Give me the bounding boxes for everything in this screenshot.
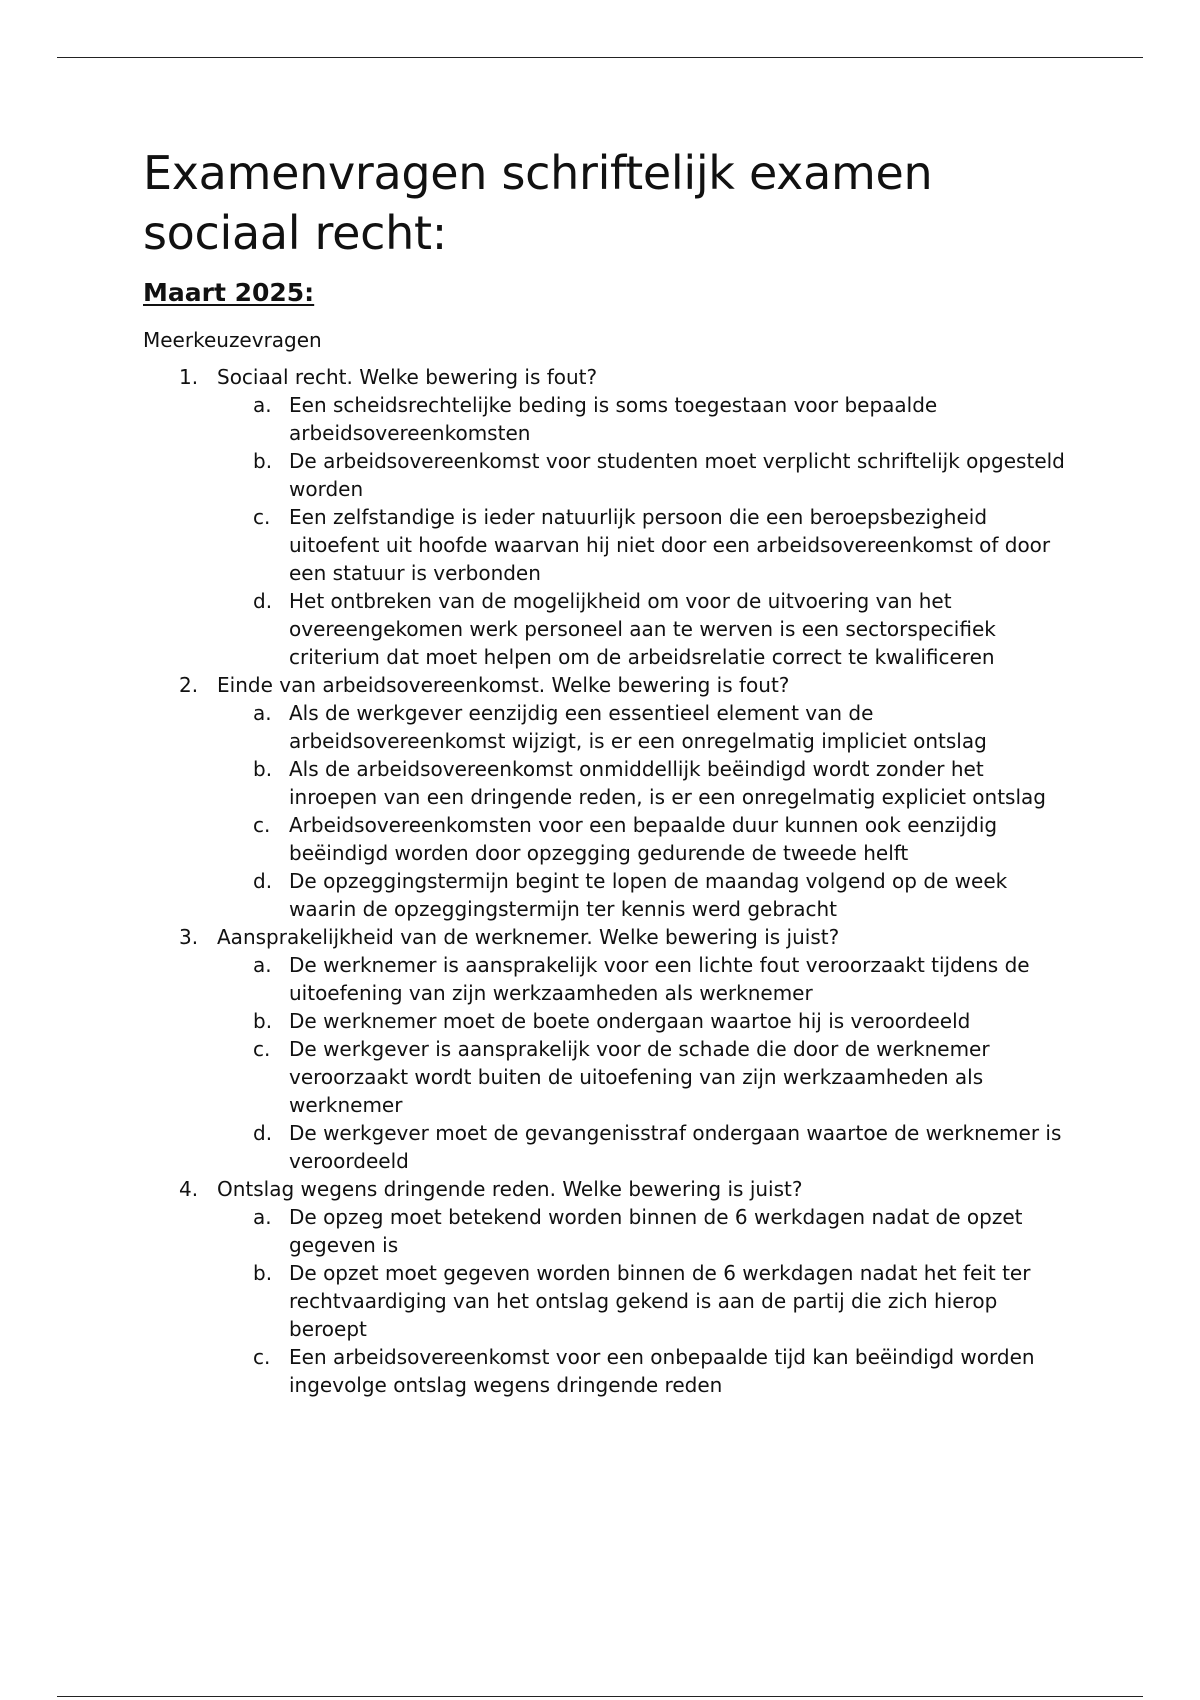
option-item — [217, 755, 1073, 811]
option-letter: b. — [253, 1009, 273, 1033]
option-text: Arbeidsovereenkomsten voor een bepaalde duur kunnen ook eenzijdig beëindigd worden door opzegging gedurende de tweede helft — [289, 813, 998, 865]
page-content — [143, 143, 1073, 1399]
option-letter: d. — [253, 589, 273, 613]
option-text: Als de arbeidsovereenkomst onmiddellijk beëindigd wordt zonder het inroepen van een dringende reden, is er een onregelmatig expliciet ontslag — [289, 757, 1046, 809]
option-item — [217, 447, 1073, 503]
option-list — [217, 1203, 1073, 1399]
option-text: Als de werkgever eenzijdig een essentieel element van de arbeidsovereenkomst wijzigt, is er een onregelmatig impliciet ontslag — [289, 701, 987, 753]
option-item — [217, 1259, 1073, 1343]
option-letter: b. — [253, 1261, 273, 1285]
question-number: 3. — [179, 925, 199, 949]
option-item — [217, 1203, 1073, 1259]
option-text: De werkgever moet de gevangenisstraf ondergaan waartoe de werknemer is veroordeeld — [289, 1121, 1062, 1173]
option-letter: d. — [253, 869, 273, 893]
option-letter: d. — [253, 1121, 273, 1145]
option-item — [217, 699, 1073, 755]
option-list — [217, 391, 1073, 671]
question-text: Sociaal recht. Welke bewering is fout? — [217, 365, 598, 389]
option-item — [217, 1035, 1073, 1119]
page-title-line2: sociaal recht: — [143, 206, 447, 260]
option-text: De opzet moet gegeven worden binnen de 6 werkdagen nadat het feit ter rechtvaardiging van het ontslag gekend is aan de partij die zich hierop beroept — [289, 1261, 1031, 1341]
option-text: Het ontbreken van de mogelijkheid om voor de uitvoering van het overeengekomen werk personeel aan te werven is een sectorspecifiek criterium dat moet helpen om de arbeidsrelatie correct te kwalificeren — [289, 589, 996, 669]
option-text: Een zelfstandige is ieder natuurlijk persoon die een beroepsbezigheid uitoefent uit hoofde waarvan hij niet door een arbeidsovereenkomst of door een statuur is verbonden — [289, 505, 1051, 585]
option-letter: c. — [253, 1345, 271, 1369]
question-item — [143, 671, 1073, 923]
page-title-line1: Examenvragen schriftelijk examen — [143, 146, 933, 200]
option-letter: c. — [253, 813, 271, 837]
option-letter: b. — [253, 449, 273, 473]
question-number: 1. — [179, 365, 199, 389]
option-text: De opzeggingstermijn begint te lopen de maandag volgend op de week waarin de opzeggingstermijn ter kennis werd gebracht — [289, 869, 1008, 921]
option-list — [217, 699, 1073, 923]
option-letter: b. — [253, 757, 273, 781]
page-bottom-rule — [57, 1696, 1143, 1697]
section-heading: Maart 2025: — [143, 278, 315, 307]
question-number: 2. — [179, 673, 199, 697]
option-text: De werknemer moet de boete ondergaan waartoe hij is veroordeeld — [289, 1009, 971, 1033]
option-item — [217, 503, 1073, 587]
question-number: 4. — [179, 1177, 199, 1201]
option-text: Een arbeidsovereenkomst voor een onbepaalde tijd kan beëindigd worden ingevolge ontslag wegens dringende reden — [289, 1345, 1035, 1397]
option-letter: a. — [253, 953, 272, 977]
option-list — [217, 951, 1073, 1175]
option-letter: a. — [253, 393, 272, 417]
question-list — [143, 363, 1073, 1399]
option-item — [217, 587, 1073, 671]
question-item — [143, 923, 1073, 1175]
question-text: Aansprakelijkheid van de werknemer. Welke bewering is juist? — [217, 925, 840, 949]
option-item — [217, 951, 1073, 1007]
option-item — [217, 1007, 1073, 1035]
option-text: De arbeidsovereenkomst voor studenten moet verplicht schriftelijk opgesteld worden — [289, 449, 1065, 501]
option-item — [217, 1343, 1073, 1399]
option-item — [217, 1119, 1073, 1175]
option-letter: c. — [253, 505, 271, 529]
question-item — [143, 1175, 1073, 1399]
option-text: Een scheidsrechtelijke beding is soms toegestaan voor bepaalde arbeidsovereenkomsten — [289, 393, 938, 445]
option-item — [217, 867, 1073, 923]
page-top-rule — [57, 57, 1143, 58]
question-text: Ontslag wegens dringende reden. Welke bewering is juist? — [217, 1177, 803, 1201]
option-item — [217, 811, 1073, 867]
sub-heading: Meerkeuzevragen — [143, 328, 322, 352]
option-letter: a. — [253, 1205, 272, 1229]
option-text: De werknemer is aansprakelijk voor een lichte fout veroorzaakt tijdens de uitoefening van zijn werkzaamheden als werknemer — [289, 953, 1030, 1005]
option-text: De werkgever is aansprakelijk voor de schade die door de werknemer veroorzaakt wordt buiten de uitoefening van zijn werkzaamheden als werknemer — [289, 1037, 990, 1117]
question-item — [143, 363, 1073, 671]
option-letter: a. — [253, 701, 272, 725]
question-text: Einde van arbeidsovereenkomst. Welke bewering is fout? — [217, 673, 790, 697]
option-item — [217, 391, 1073, 447]
option-text: De opzeg moet betekend worden binnen de 6 werkdagen nadat de opzet gegeven is — [289, 1205, 1023, 1257]
page-title — [143, 143, 1073, 263]
option-letter: c. — [253, 1037, 271, 1061]
